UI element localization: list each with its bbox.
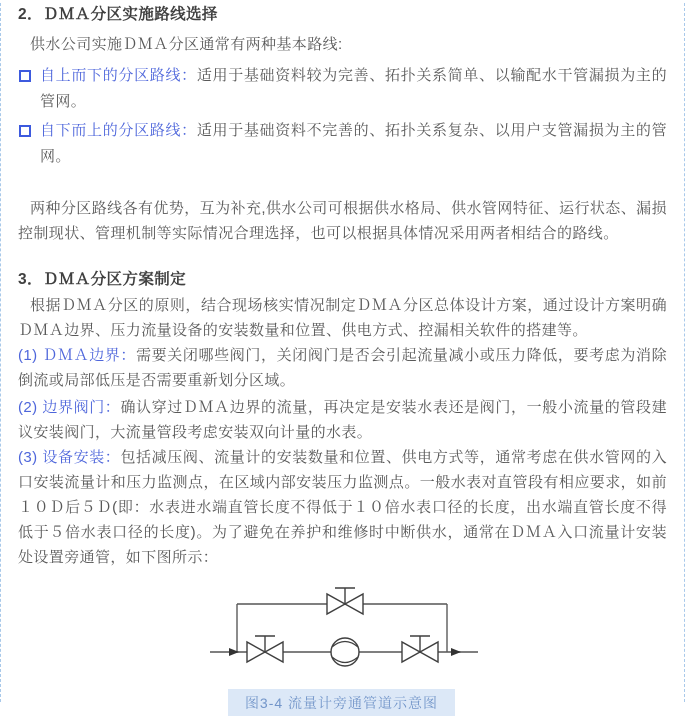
numbered-item-1 [18, 343, 667, 393]
section-3-heading: 3．ＤＭＡ分区方案制定 [18, 271, 187, 288]
document-content [1, 3, 684, 716]
route-bullet-list [18, 63, 667, 170]
section-2-summary-paragraph: 两种分区路线各有优势，互为补充,供水公司可根据供水格局、供水管网特征、运行状态、漏损控制现状、管理机制等实际情况合理选择，也可以根据具体情况采用两者相结合的路线。 [18, 200, 667, 242]
numbered-item-3 [18, 445, 667, 570]
flow-meter-icon [331, 638, 359, 666]
bypass-gate-valve-icon [327, 588, 363, 614]
item-label: (2) 边界阀门： [18, 399, 121, 416]
item-label: (3) 设备安装： [18, 449, 121, 466]
bullet-text: 适用于基础资料不完善的、拓扑关系复杂、以用户支管漏损为主的管网。 [40, 122, 667, 165]
item-text: 确认穿过ＤＭＡ边界的流量，再决定是安装水表还是阀门，一般小流量的管段建议安装阀门，大流量管段考虑安装双向计量的水表。 [18, 399, 667, 441]
pipeline-schematic-svg [18, 576, 667, 688]
list-item [18, 63, 667, 115]
section-3-intro-paragraph: 根据ＤＭＡ分区的原则，结合现场核实情况制定ＤＭＡ分区总体设计方案，通过设计方案明确ＤＭＡ边界、压力流量设备的安装数量和位置、供电方式、控漏相关软件的搭建等。 [18, 297, 667, 339]
bullet-text: 适用于基础资料较为完善、拓扑关系简单、以输配水干管漏损为主的管网。 [40, 67, 667, 110]
square-bullet-icon [19, 125, 31, 137]
bullet-label: 自上而下的分区路线： [40, 67, 197, 84]
item-text: 包括减压阀、流量计的安装数量和位置、供电方式等，通常考虑在供水管网的入口安装流量计和压力监测点，在区域内部安装压力监测点。一般水表对直管段有相应要求，如前１０Ｄ后５Ｄ(即：水表进水端直管长度不得低于１０倍水表口径的长度，出水端直管长度不得低于５倍水表口径的长度)。为了避免在养护和维修时中断供水，通常在ＤＭＡ入口流量计安装处设置旁通管，如下图所示： [18, 449, 667, 566]
section-2-intro-paragraph: 供水公司实施ＤＭＡ分区通常有两种基本路线: [30, 36, 343, 53]
square-bullet-icon [19, 70, 31, 82]
numbered-item-2 [18, 395, 667, 445]
gate-valve-right-icon [402, 636, 438, 662]
bypass-pipeline-diagram [18, 576, 667, 688]
gate-valve-left-icon [247, 636, 283, 662]
document-page [0, 3, 685, 711]
item-text: 需要关闭哪些阀门，关闭阀门是否会引起流量减小或压力降低，要考虑为消除倒流或局部低压是否需要重新划分区域。 [18, 347, 667, 389]
outlet-flow-arrow-icon [451, 648, 461, 656]
figure-caption-badge [228, 689, 455, 716]
bullet-label: 自下而上的分区路线： [40, 122, 197, 139]
section-2-heading: 2．ＤＭＡ分区实施路线选择 [18, 6, 218, 23]
item-label: (1) ＤＭＡ边界： [18, 347, 137, 364]
figure-caption-text: 图3-4 流量计旁通管道示意图 [244, 694, 439, 711]
list-item [18, 118, 667, 170]
